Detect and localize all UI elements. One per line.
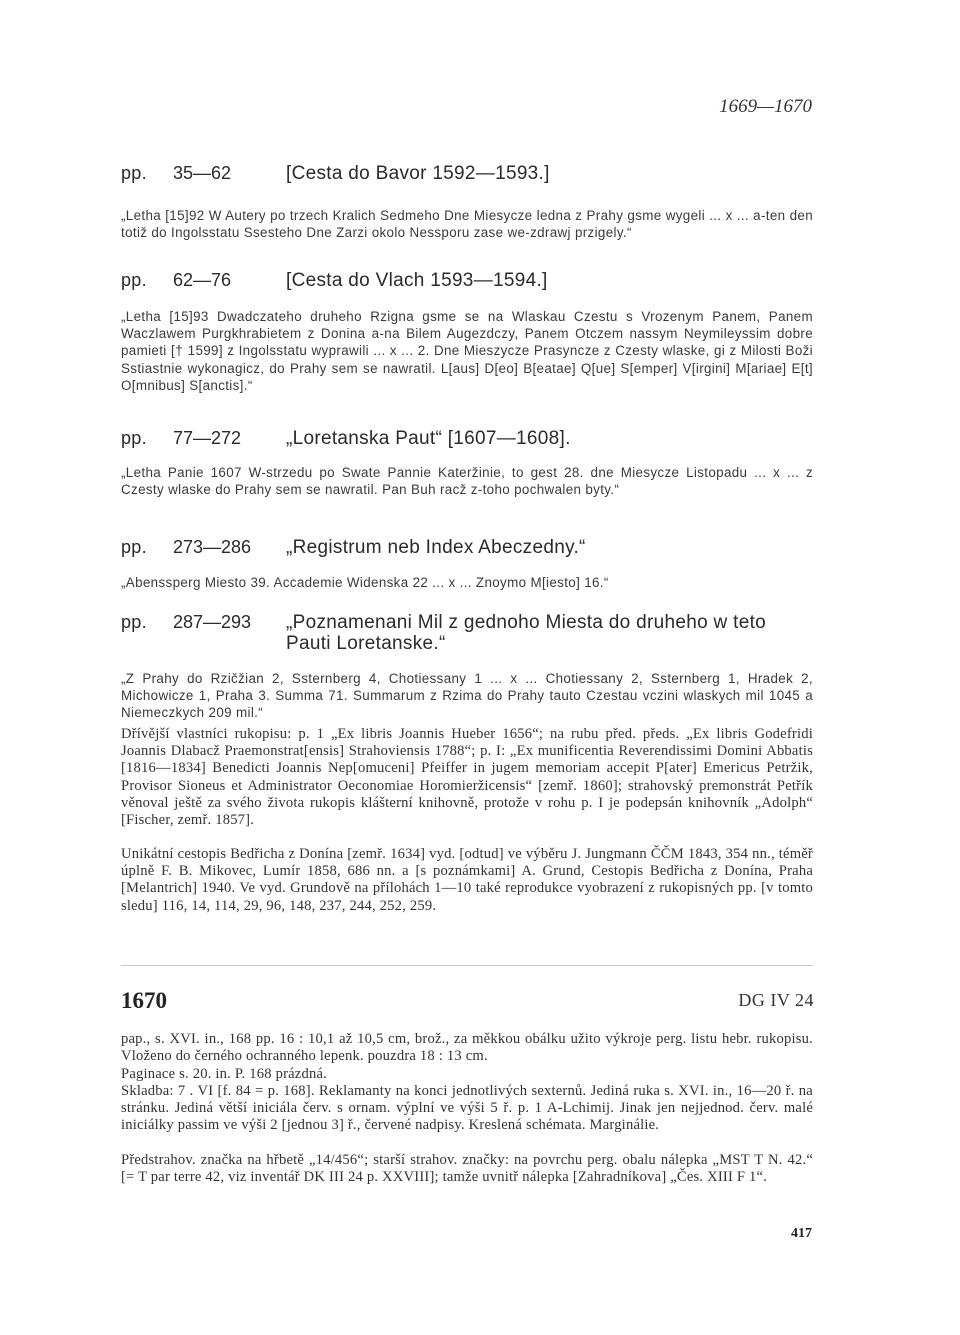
edition-note: Unikátní cestopis Bedřicha z Donína [zemř. 1634] vyd. [odtud] ve výběru J. Jungmann ČČM 1843, 354 nn., téměř úplně F. B. Mikovec, Lumír 1858, 686 nn. a [s poznámkami] A. Grund, Cestopis Bedřicha z Donína, Praha [Melantrich] 1940. Ve vyd. Grundově na přílohách 1—10 také reprodukce vyobrazení z rukopisných pp. [v tomto sledu] 116, 14, 114, 29, 96, 148, 237, 244, 252, 259. [121, 846, 813, 914]
section-divider [121, 965, 813, 966]
section-title: [Cesta do Bavor 1592—1593.] [286, 163, 550, 184]
section-pp-label: pp. [121, 612, 147, 632]
section-page-range: 77—272 [173, 428, 242, 448]
section-pp-label: pp. [121, 428, 147, 448]
provenance-note: Dřívější vlastníci rukopisu: p. 1 „Ex libris Joannis Hueber 1656“; na rubu před. předs. „Ex libris Godefridi Joannis Dlabacž Praemonstrat[ensis] Strahoviensis 1788“; p. I: „Ex munificentia Reverendissimi Domini Abbatis [1816—1834] Benedicti Joannis Nep[omuceni] Pfeiffer in jugem memoriam accepit P[ater] Emericus Petržik, Provisor Sioneus et Administrator Oeconomiae Horomieržicensis“ [zemř. 1860]; strahovský premonstrát Petřík věnoval ještě za svého života rukopis klášterní knihovně, protože v rohu p. I je podepsán knihovník „Adolph“ [Fischer, zemř. 1857]. [121, 726, 813, 829]
section-page-range: 287—293 [173, 612, 252, 632]
entry-pagination: Paginace s. 20. in. P. 168 prázdná. [121, 1066, 328, 1082]
section-quote: „Letha [15]93 Dwadczateho druheho Rzigna gsme se na Wlaskau Czestu s Vrozenym Panem, Panem Waczlawem Purgkhrabietem z Donina a-na Bilem Augezdczy, Panem Otczem nassym Neymileyssim dobre pamieti [† 1599] z Ingolsstatu wyprawili ... x ... 2. Dne Mieszycze Prasyncze z Czesty wlaske, gi z Milosti Boži Sstiastnie wykonagicz, do Prahy sem se nawratil. L[aus] D[eo] B[eatae] Q[ue] S[emper] V[irgini] M[ariae] E[t] O[mnibus] S[anctis].“ [121, 309, 813, 393]
section-title: „Loretanska Paut“ [1607—1608]. [286, 428, 571, 449]
entry-shelfmarks: Předstrahov. značka na hřbetě „14/456“; starší strahov. značky: na povrchu perg. obalu nálepka „MST T N. 42.“ [= T par terre 42, viz inventář DK III 24 p. XXVIII]; tamže uvnitř nálepka [Zahradníkova] „Čes. XIII F 1“. [121, 1152, 813, 1186]
section-quote: „Abenssperg Miesto 39. Accademie Widenska 22 ... x ... Znoymo M[iesto] 16.“ [121, 575, 609, 590]
running-head: 1669—1670 [719, 96, 812, 117]
section-title: Pauti Loretanske.“ [286, 633, 446, 654]
section-pp-label: pp. [121, 270, 147, 290]
section-title: [Cesta do Vlach 1593—1594.] [286, 270, 548, 291]
section-title: „Poznamenani Mil z gednoho Miesta do druheho w teto [286, 612, 767, 633]
section-pp-label: pp. [121, 537, 147, 557]
section-title: „Registrum neb Index Abeczedny.“ [286, 537, 586, 558]
section-quote: „Z Prahy do Rzičžian 2, Ssternberg 4, Chotiessany 1 ... x ... Chotiessany 2, Ssternberg 1, Hradek 2, Michowicze 1, Praha 3. Summa 71. Summarum z Rzima do Prahy tauto Czestau vczini wlaskych mil 1045 a Niemeczkych 209 mil.“ [121, 671, 813, 721]
entry-signature: DG IV 24 [738, 990, 814, 1010]
section-pp-label: pp. [121, 163, 147, 183]
section-page-range: 273—286 [173, 537, 252, 557]
section-page-range: 62—76 [173, 270, 232, 290]
page-number: 417 [791, 1226, 812, 1241]
section-quote: „Letha [15]92 W Autery po trzech Kralich Sedmeho Dne Miesycze ledna z Prahy gsme wygeli ... x ... a-ten den totiž do Ingolsstatu Ssesteho Dne Zarzi okolo Nessporu zase we-zdrawj przigely.“ [121, 208, 813, 241]
section-quote: „Letha Panie 1607 W-strzedu po Swate Pannie Kateržinie, to gest 28. dne Miesycze Listopadu ... x ... z Czesty wlaske do Prahy sem se nawratil. Pan Buh racž z-toho pochwalen byty.“ [121, 465, 813, 498]
section-page-range: 35—62 [173, 163, 232, 183]
entry-number: 1670 [121, 988, 167, 1013]
entry-structure: Skladba: 7 . VI [f. 84 = p. 168]. Reklamanty na konci jednotlivých sexternů. Jediná ruka s. XVI. in., 16—20 ř. na stránku. Jediná větší iniciála červ. s ornam. výplní ve výši 5 ř. p. 1 A-Lchimij. Jinak jen nejjednod. červ. malé iniciálky passim ve výši 2 [jednou 3] ř., červené nadpisy. Kreslená schémata. Marginálie. [121, 1083, 813, 1134]
entry-description: pap., s. XVI. in., 168 pp. 16 : 10,1 až 10,5 cm, brož., za měkkou obálku užito výkroje perg. listu hebr. rukopisu. Vloženo do černého ochranného lepenk. pouzdra 18 : 13 cm. [121, 1031, 813, 1065]
